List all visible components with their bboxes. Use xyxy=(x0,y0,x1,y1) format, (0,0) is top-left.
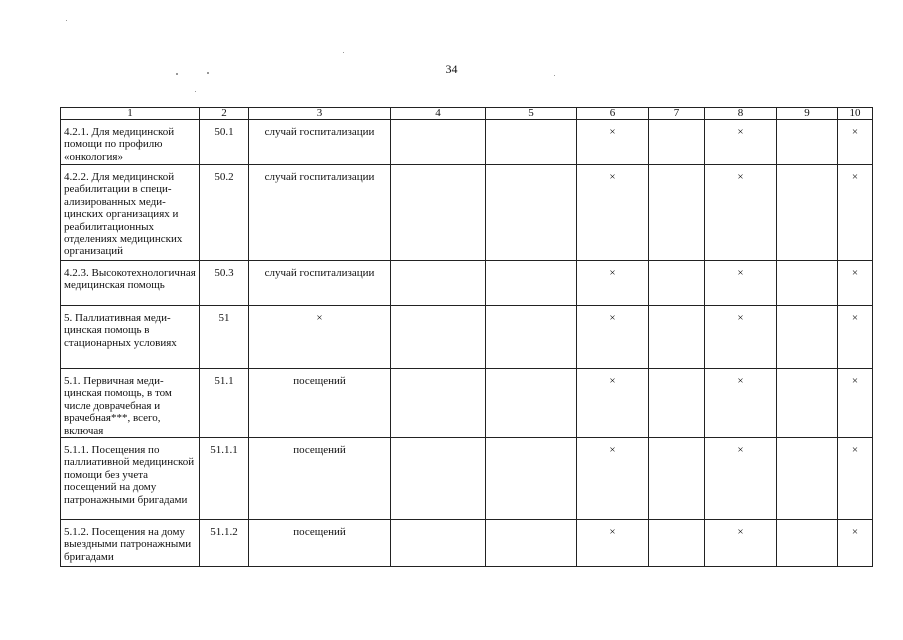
empty-cell xyxy=(486,438,577,520)
empty-cell xyxy=(486,165,577,261)
empty-cell xyxy=(777,520,838,567)
column-header: 2 xyxy=(200,108,249,120)
empty-cell xyxy=(486,120,577,165)
row-unit-cell: случай госпитализации xyxy=(249,165,391,261)
scan-speck xyxy=(195,91,196,92)
cross-mark: × xyxy=(705,520,777,567)
row-unit-cell: посещений xyxy=(249,520,391,567)
cross-mark: × xyxy=(838,369,873,438)
empty-cell xyxy=(777,306,838,369)
column-header: 3 xyxy=(249,108,391,120)
row-unit-cell: × xyxy=(249,306,391,369)
table-row xyxy=(61,306,873,369)
row-code-cell: 51.1.2 xyxy=(200,520,249,567)
scan-speck xyxy=(176,73,178,75)
column-header: 6 xyxy=(577,108,649,120)
empty-cell xyxy=(777,120,838,165)
empty-cell xyxy=(486,520,577,567)
empty-cell xyxy=(649,261,705,306)
cross-mark: × xyxy=(838,165,873,261)
table-row xyxy=(61,165,873,261)
scan-speck xyxy=(66,20,67,21)
table-row xyxy=(61,438,873,520)
empty-cell xyxy=(391,165,486,261)
empty-cell xyxy=(649,520,705,567)
row-code-cell: 50.2 xyxy=(200,165,249,261)
empty-cell xyxy=(777,165,838,261)
scan-speck xyxy=(343,52,344,53)
table-row xyxy=(61,261,873,306)
cross-mark: × xyxy=(705,120,777,165)
column-header: 8 xyxy=(705,108,777,120)
empty-cell xyxy=(486,369,577,438)
column-header: 7 xyxy=(649,108,705,120)
empty-cell xyxy=(486,261,577,306)
row-name-cell: 4.2.2. Для медицинской реабилитации в специализированных медицинских организациях и реабилитационных отделениях медицинских организаций xyxy=(61,165,200,261)
row-code-cell: 51.1.1 xyxy=(200,438,249,520)
row-code-cell: 50.1 xyxy=(200,120,249,165)
row-code-cell: 50.3 xyxy=(200,261,249,306)
cross-mark: × xyxy=(705,306,777,369)
cross-mark: × xyxy=(705,369,777,438)
column-header: 10 xyxy=(838,108,873,120)
row-unit-cell: случай госпитализации xyxy=(249,120,391,165)
row-name-cell: 5.1. Первичная медицинская помощь, в том числе доврачебная и врачебная***, всего, включая xyxy=(61,369,200,438)
table-row xyxy=(61,520,873,567)
table-row xyxy=(61,120,873,165)
empty-cell xyxy=(391,520,486,567)
cross-mark: × xyxy=(577,520,649,567)
empty-cell xyxy=(649,369,705,438)
column-header: 9 xyxy=(777,108,838,120)
page-number: 34 xyxy=(445,62,458,76)
cross-mark: × xyxy=(577,369,649,438)
cross-mark: × xyxy=(838,261,873,306)
empty-cell xyxy=(391,261,486,306)
empty-cell xyxy=(391,438,486,520)
row-name-cell: 4.2.1. Для медицинской помощи по профилю «онкология» xyxy=(61,120,200,165)
empty-cell xyxy=(777,369,838,438)
empty-cell xyxy=(391,369,486,438)
row-code-cell: 51.1 xyxy=(200,369,249,438)
cross-mark: × xyxy=(705,261,777,306)
row-name-cell: 5. Паллиативная медицинская помощь в стационарных условиях xyxy=(61,306,200,369)
cross-mark: × xyxy=(838,438,873,520)
scan-speck xyxy=(554,75,555,76)
row-unit-cell: случай госпитализации xyxy=(249,261,391,306)
row-name-cell: 5.1.2. Посещения на дому выездными патронажными бригадами xyxy=(61,520,200,567)
empty-cell xyxy=(777,438,838,520)
cross-mark: × xyxy=(577,261,649,306)
data-table xyxy=(60,107,873,567)
row-unit-cell: посещений xyxy=(249,369,391,438)
cross-mark: × xyxy=(705,438,777,520)
column-header: 4 xyxy=(391,108,486,120)
table-row xyxy=(61,369,873,438)
empty-cell xyxy=(777,261,838,306)
empty-cell xyxy=(391,306,486,369)
cross-mark: × xyxy=(838,520,873,567)
cross-mark: × xyxy=(838,306,873,369)
row-name-cell: 4.2.3. Высокотехнологичная медицинская помощь xyxy=(61,261,200,306)
empty-cell xyxy=(391,120,486,165)
empty-cell xyxy=(649,120,705,165)
cross-mark: × xyxy=(838,120,873,165)
row-name-cell: 5.1.1. Посещения по паллиативной медицинской помощи без учета посещений на дому патронажными бригадами xyxy=(61,438,200,520)
scan-speck xyxy=(207,72,209,74)
column-header: 5 xyxy=(486,108,577,120)
table-header-row xyxy=(61,108,873,120)
cross-mark: × xyxy=(705,165,777,261)
row-unit-cell: посещений xyxy=(249,438,391,520)
cross-mark: × xyxy=(577,120,649,165)
empty-cell xyxy=(649,306,705,369)
cross-mark: × xyxy=(577,165,649,261)
empty-cell xyxy=(486,306,577,369)
empty-cell xyxy=(649,438,705,520)
row-code-cell: 51 xyxy=(200,306,249,369)
cross-mark: × xyxy=(577,438,649,520)
column-header: 1 xyxy=(61,108,200,120)
empty-cell xyxy=(649,165,705,261)
cross-mark: × xyxy=(577,306,649,369)
